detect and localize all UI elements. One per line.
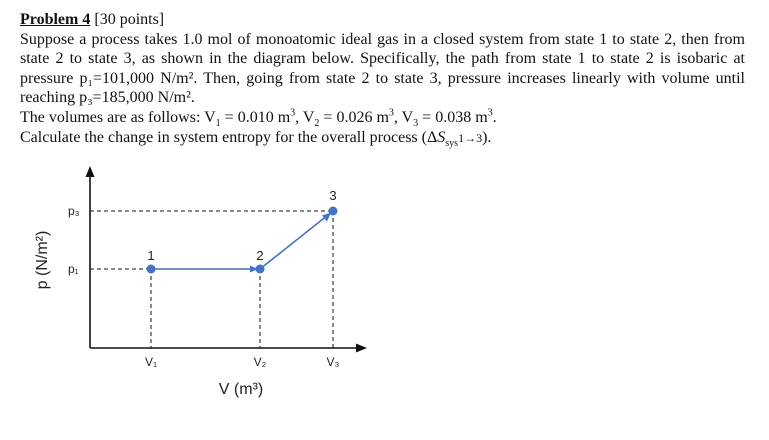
volumes-intro: The volumes are as follows: [20,108,205,126]
v2-unit-exponent: 3 [388,107,394,119]
x-axis-arrow-icon [356,344,367,353]
v1-unit-exponent: 3 [290,107,296,119]
v2-value: = 0.026 m [319,108,389,126]
v1-subscript: 1 [215,118,221,130]
state-point-1 [147,265,156,274]
state-label-1: 1 [147,248,155,263]
v2-subscript: 2 [314,118,320,130]
state-point-3 [329,207,338,216]
y-axis-arrow-icon [86,166,95,177]
state-point-2 [256,265,265,274]
problem-description: Suppose a process takes 1.0 mol of monoatomic ideal gas in a closed system from state 1 to state 2, then from state 2 to state 3, as shown in the diagram below. Specifically, the path from state 1 to state 2 is isobaric at pressure p₁=101,000 N/m². Then, going from state 2 to state 3, pressure increases linearly with volume until reaching p₃=185,000 N/m². [20,30,745,107]
entropy-symbol: S [437,128,446,146]
p1-tick-label: p₁ [68,262,79,276]
pv-diagram-svg [0,160,420,435]
state-label-3: 3 [329,188,337,203]
problem-text [20,10,745,148]
volumes-line: The volumes are as follows: $V_1 = 0.010$ $m^3$, $V_2 = 0.026$ $m^3$, $V_3 = 0.038$ $m^3$. [20,107,497,130]
p3-tick-label: p₃ [68,204,80,218]
question-text: Calculate the change in system entropy for the overall process (Δ [20,128,438,146]
entropy-range: 1→3 [458,130,483,145]
question-end: ). [482,128,492,146]
v1-tick-label: V₁ [144,355,158,369]
v3-value: = 0.038 m [418,108,488,126]
v1-value: = 0.010 m [220,108,291,126]
v3-symbol: V [401,108,414,126]
question-line [20,128,745,149]
v3-subscript: 3 [413,118,419,130]
y-axis-label: p (N/m²) [34,230,51,290]
problem-heading [20,10,745,30]
path-2-to-3 [260,215,328,269]
v3-unit-exponent: 3 [487,107,493,119]
v2-tick-label: V₂ [253,355,267,369]
x-axis-label: V (m³) [218,381,264,398]
pv-diagram [0,160,420,435]
v1-symbol: V [204,108,216,126]
v3-tick-label: V₃ [326,355,340,369]
entropy-sys-subscript: sys [445,137,459,149]
problem-title: Problem 4 [20,11,91,28]
v2-symbol: V [302,108,315,126]
problem-points: [30 points] [94,11,165,28]
state-label-2: 2 [256,248,264,263]
